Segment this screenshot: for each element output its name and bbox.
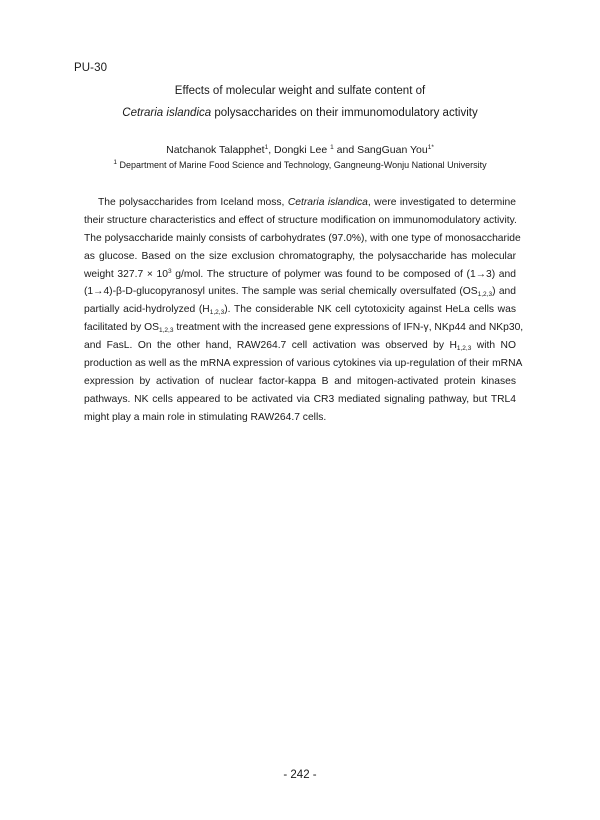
subscript: 1,2,3 — [209, 309, 225, 317]
abstract-text: (1→4)-β-D-glucopyranosyl unites. The sample was serial chemically oversulfated (OS — [84, 286, 478, 298]
abstract-line-4: as glucose. Based on the size exclusion chromatography, the polysaccharide has molecular — [84, 250, 516, 262]
title-line-2 — [60, 102, 540, 124]
abstract-text: and FasL. On the other hand, RAW264.7 cell activation was observed by H — [84, 340, 457, 352]
author-list — [60, 144, 540, 156]
abstract-text: weight 327.7 × 10 — [84, 268, 168, 280]
exponent: 3 — [167, 267, 172, 275]
abstract-line-9 — [84, 337, 516, 355]
abstract-text: ). The considerable NK cell cytotoxicity against HeLa cells was — [224, 304, 516, 316]
abstract-line-6 — [84, 283, 516, 301]
abstract-line-10: production as well as the mRNA expression of various cytokines via up-regulation of their mRNA — [84, 358, 523, 370]
subscript: 1,2,3 — [158, 327, 174, 335]
species-name-italic: Cetraria islandica — [287, 197, 368, 208]
subscript: 1,2,3 — [477, 291, 493, 299]
author-separator-1: , — [268, 144, 275, 156]
title-line-1: Effects of molecular weight and sulfate content of — [174, 85, 426, 97]
abstract-line-1 — [84, 194, 516, 212]
abstract-text: with NO — [471, 340, 517, 352]
abstract-paragraph — [84, 194, 524, 427]
page-code: PU-30 — [74, 62, 108, 74]
abstract-line-8 — [84, 319, 524, 337]
title-line-2-rest: polysaccharides on their immunomodulatory activity — [211, 107, 478, 119]
author-3-affiliation-mark: 1* — [427, 144, 434, 151]
abstract-line-5 — [84, 266, 516, 284]
abstract-line-2: their structure characteristics and effect of structure modification on immunomodulatory activity. — [84, 214, 517, 226]
abstract-text: g/mol. The structure of polymer was found to be composed of (1→3) and — [171, 268, 516, 280]
abstract-text: ) and — [492, 286, 516, 298]
author-2-name: Dongki Lee — [274, 144, 331, 156]
abstract-text: treatment with the increased gene expressions of IFN-γ, NKp44 and NKp30, — [173, 322, 524, 334]
paper-title — [60, 80, 540, 124]
page-number: - 242 - — [283, 769, 317, 781]
author-2-affiliation-mark: 1 — [330, 144, 334, 151]
author-3-name: SangGuan You — [357, 144, 428, 156]
abstract-line-7 — [84, 301, 516, 319]
abstract-line-11: expression by activation of nuclear factor-kappa B and mitogen-activated protein kinases — [84, 375, 516, 387]
author-1-affiliation-mark: 1 — [264, 144, 269, 151]
affiliation — [60, 160, 540, 170]
abstract-text: , were investigated to determine — [367, 197, 516, 208]
abstract-text: partially acid-hydrolyzed (H — [84, 304, 210, 316]
title-species-name: Cetraria islandica — [122, 107, 212, 119]
abstract-line-13: might play a main role in stimulating RAW264.7 cells. — [84, 411, 327, 423]
author-1-name: Natchanok Talapphet — [166, 144, 265, 156]
affiliation-text: Department of Marine Food Science and Technology, Gangneung-Wonju National University — [116, 160, 487, 170]
subscript: 1,2,3 — [456, 345, 472, 353]
abstract-line-3: The polysaccharide mainly consists of carbohydrates (97.0%), with one type of monosaccharide — [84, 232, 521, 244]
abstract-text: facilitated by OS — [84, 322, 159, 334]
author-separator-2: and — [333, 144, 358, 156]
affiliation-mark: 1 — [113, 159, 117, 166]
abstract-text: The polysaccharides from Iceland moss, — [98, 197, 288, 208]
abstract-line-12: pathways. NK cells appeared to be activated via CR3 mediated signaling pathway, but TRL4 — [84, 393, 516, 405]
